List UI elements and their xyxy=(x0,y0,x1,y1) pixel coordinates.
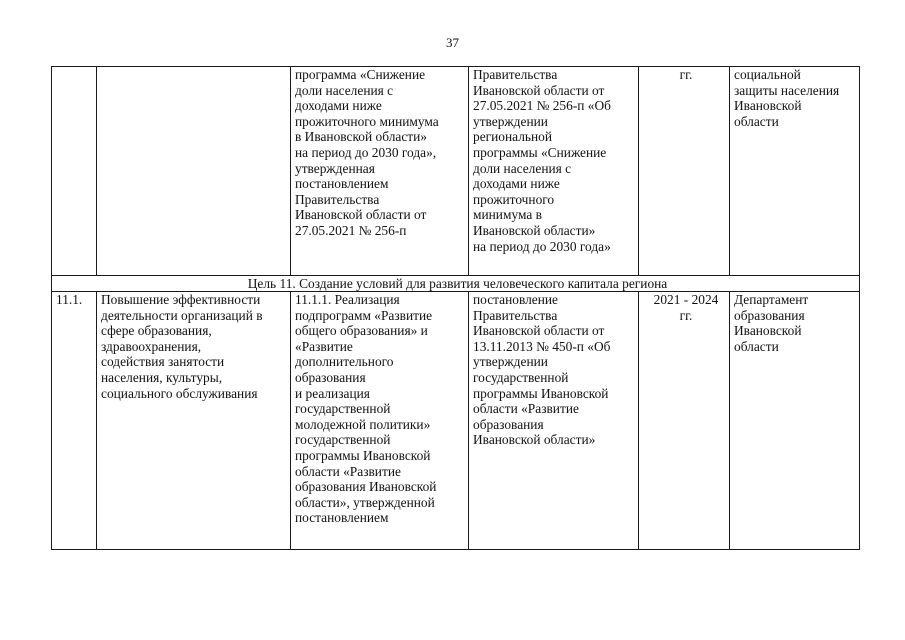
measure-cell: 11.1.1. Реализация подпрограмм «Развитие общего образования» и «Развитие дополнительного образования и реализация государственной молодежной политики» государственной программы Ивановской области «Развитие образования Ивановской области», утвержденной постановлением xyxy=(291,292,469,550)
executor-cell: социальной защиты населения Ивановской области xyxy=(730,67,860,276)
goal-heading: Цель 11. Создание условий для развития человеческого капитала региона xyxy=(52,276,860,292)
task-cell xyxy=(97,67,291,276)
page-number: 37 xyxy=(446,35,459,50)
table-row xyxy=(52,67,860,276)
goal-row xyxy=(52,276,860,292)
document-cell: Правительства Ивановской области от 27.05.2021 № 256-п «Об утверждении региональной программы «Снижение доли населения с доходами ниже прожиточного минимума в Ивановской области» на период до 2030 года» xyxy=(469,67,639,276)
period-cell: 2021 - 2024 гг. xyxy=(639,292,730,550)
measure-cell: программа «Снижение доли населения с доходами ниже прожиточного минимума в Ивановской области» на период до 2030 года», утвержденная постановлением Правительства Ивановской области от 27.05.2021 № 256-п xyxy=(291,67,469,276)
task-cell: Повышение эффективности деятельности организаций в сфере образования, здравоохранения, содействия занятости населения, культуры, социального обслуживания xyxy=(97,292,291,550)
document-cell: постановление Правительства Ивановской области от 13.11.2013 № 450-п «Об утверждении государственной программы Ивановской области «Развитие образования Ивановской области» xyxy=(469,292,639,550)
period-cell: гг. xyxy=(639,67,730,276)
executor-cell: Департамент образования Ивановской области xyxy=(730,292,860,550)
measures-table xyxy=(51,66,860,550)
table-row xyxy=(52,292,860,550)
row-number-cell xyxy=(52,67,97,276)
row-number-cell: 11.1. xyxy=(52,292,97,550)
